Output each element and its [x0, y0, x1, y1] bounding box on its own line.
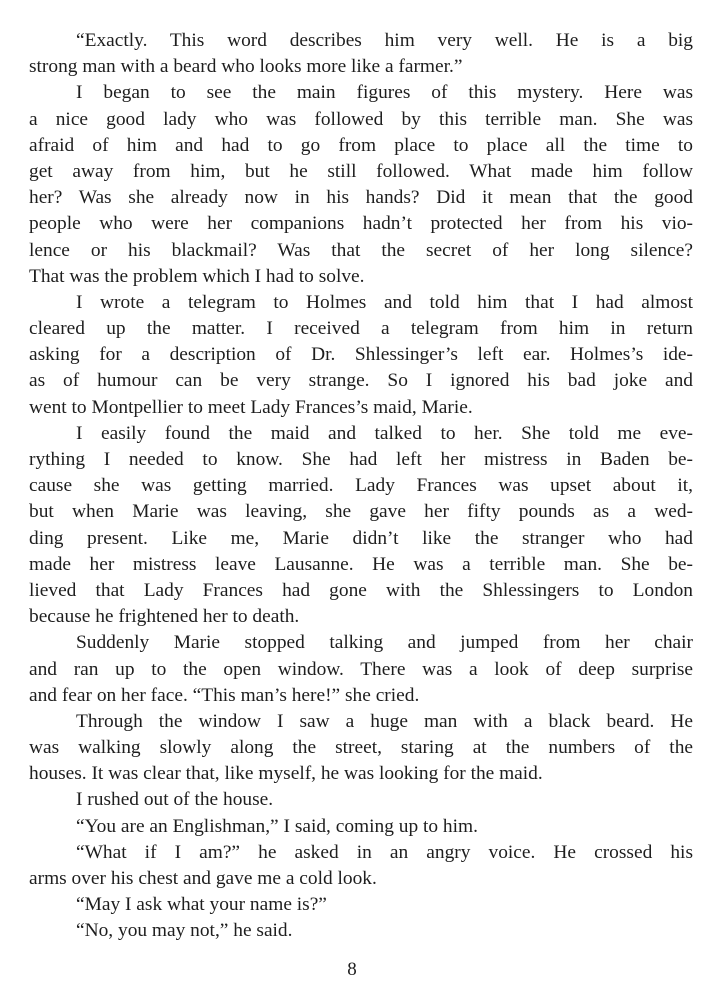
- text-line: and ran up to the open window. There was a look of deep surprise: [29, 658, 693, 680]
- text-line: afraid of him and had to go from place to place all the time to: [29, 134, 693, 156]
- text-line: I easily found the maid and talked to her. She told me eve-: [76, 422, 693, 444]
- text-line: because he frightened her to death.: [29, 606, 300, 628]
- text-line: but when Marie was leaving, she gave her fifty pounds as a wed-: [29, 501, 693, 523]
- text-line: went to Montpellier to meet Lady Frances’s maid, Marie.: [29, 396, 473, 418]
- paragraph: [29, 918, 693, 944]
- text-line: a nice good lady who was followed by this terrible man. She was: [29, 108, 693, 130]
- text-line: strong man with a beard who looks more like a farmer.”: [29, 56, 463, 78]
- paragraph: [29, 290, 693, 421]
- paragraph: [29, 28, 693, 80]
- paragraph: [29, 630, 693, 709]
- text-line: made her mistress leave Lausanne. He was a terrible man. She be-: [29, 553, 693, 575]
- text-line: “What if I am?” he asked in an angry voice. He crossed his: [76, 841, 693, 863]
- text-line: lieved that Lady Frances had gone with the Shlessingers to London: [29, 579, 693, 601]
- text-line: ding present. Like me, Marie didn’t like the stranger who had: [29, 527, 693, 549]
- text-line: lence or his blackmail? Was that the secret of her long silence?: [29, 239, 693, 261]
- text-line: I wrote a telegram to Holmes and told him that I had almost: [76, 291, 693, 313]
- text-line: and fear on her face. “This man’s here!” she cried.: [29, 684, 420, 706]
- page-number: 8: [347, 959, 357, 980]
- paragraph: [29, 80, 693, 290]
- text-line: get away from him, but he still followed. What made him follow: [29, 160, 693, 182]
- body-text: [29, 28, 693, 945]
- paragraph: [29, 709, 693, 788]
- text-line: “No, you may not,” he said.: [76, 920, 293, 942]
- paragraph: [29, 814, 693, 840]
- text-line: “Exactly. This word describes him very well. He is a big: [76, 30, 693, 51]
- text-line: I rushed out of the house.: [76, 789, 274, 811]
- text-line: arms over his chest and gave me a cold look.: [29, 868, 377, 889]
- paragraph: [29, 421, 693, 631]
- text-line: houses. It was clear that, like myself, he was looking for the maid.: [29, 763, 543, 785]
- paragraph: [29, 787, 693, 813]
- text-line: as of humour can be very strange. So I ignored his bad joke and: [29, 370, 693, 392]
- text-line: Suddenly Marie stopped talking and jumped from her chair: [76, 632, 693, 654]
- text-line: people who were her companions hadn’t protected her from his vio-: [29, 213, 693, 235]
- text-line: cleared up the matter. I received a telegram from him in return: [29, 318, 693, 340]
- text-line: “May I ask what your name is?”: [76, 894, 327, 916]
- text-line: “You are an Englishman,” I said, coming up to him.: [76, 815, 478, 837]
- text-line: That was the problem which I had to solve.: [29, 265, 365, 287]
- text-line: her? Was she already now in his hands? Did it mean that the good: [29, 187, 693, 209]
- text-line: was walking slowly along the street, staring at the numbers of the: [29, 737, 693, 759]
- text-line: Through the window I saw a huge man with a black beard. He: [76, 710, 693, 732]
- paragraph: [29, 892, 693, 918]
- paragraph: [29, 840, 693, 892]
- text-line: cause she was getting married. Lady Frances was upset about it,: [29, 475, 693, 497]
- text-line: rything I needed to know. She had left her mistress in Baden be-: [29, 449, 693, 470]
- text-line: asking for a description of Dr. Shlessinger’s left ear. Holmes’s ide-: [29, 344, 693, 366]
- text-line: I began to see the main figures of this mystery. Here was: [76, 82, 693, 104]
